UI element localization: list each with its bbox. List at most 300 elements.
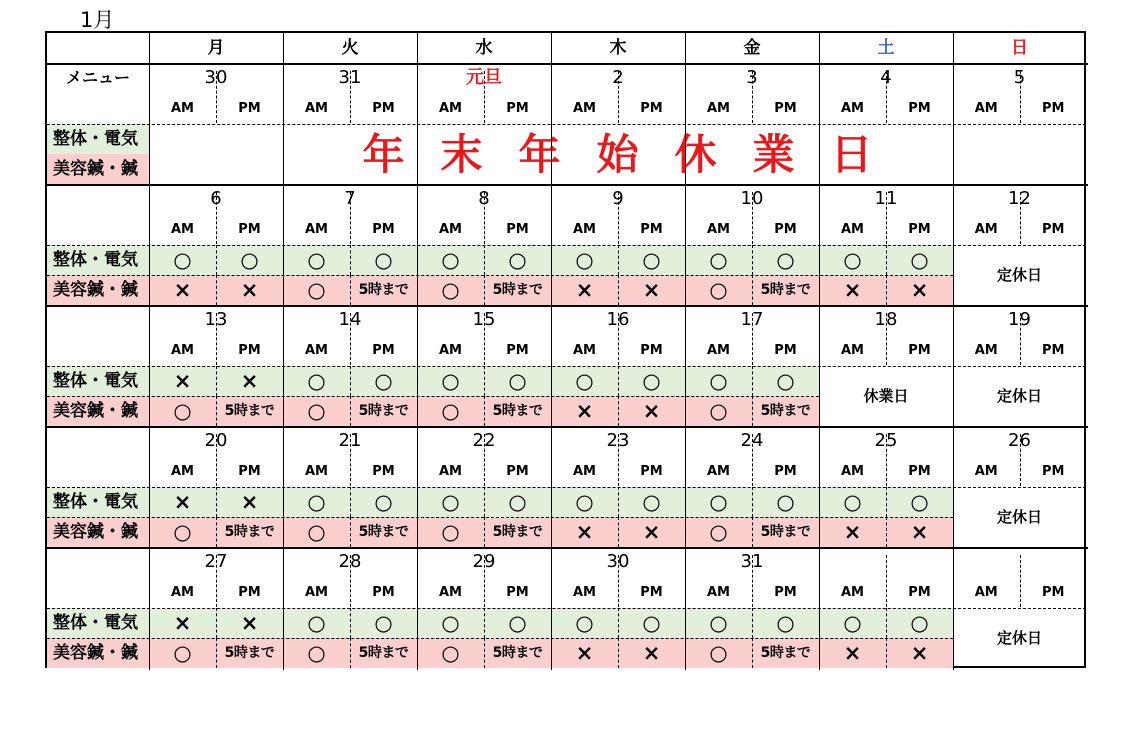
dow-tue: 火 [341,37,359,58]
availability-biyo-am: ○ [173,640,192,665]
row-divider [47,124,1086,125]
availability-seitai-pm: × [240,489,259,514]
ampm-divider [1020,555,1021,607]
ampm-divider [752,396,753,426]
availability-seitai-pm: ○ [508,489,527,514]
pm-label: PM [1042,463,1065,479]
closed-label-sun: 定休日 [996,387,1042,405]
ampm-divider [484,396,485,426]
ampm-divider [752,608,753,638]
ampm-divider [752,275,753,305]
date-number: 18 [874,309,898,330]
ampm-divider [216,366,217,396]
date-number: 2 [612,67,624,88]
ampm-divider [618,275,619,305]
availability-biyo-pm: 5時まで [492,524,543,540]
ampm-divider [1020,192,1021,244]
am-label: AM [305,463,328,479]
availability-seitai-am: ○ [307,489,326,514]
date-number: 31 [740,551,764,572]
am-label: AM [707,342,730,358]
ampm-divider [350,192,351,244]
am-label: AM [573,463,596,479]
am-label: AM [707,463,730,479]
date-number: 4 [880,67,892,88]
am-label: AM [974,463,998,479]
availability-seitai-pm: ○ [642,368,661,393]
availability-biyo-am: ○ [441,519,460,544]
am-label: AM [974,342,998,358]
ampm-divider [350,245,351,275]
service-label-biyo: 美容鍼・鍼 [47,396,149,426]
availability-biyo-pm: 5時まで [760,282,811,298]
pm-label: PM [774,100,797,116]
am-label: AM [573,221,596,237]
date-number: 元旦 [466,67,502,88]
ampm-divider [886,192,887,244]
availability-biyo-am: ○ [441,640,460,665]
availability-seitai-pm: ○ [240,247,259,272]
dow-mon: 月 [207,37,225,58]
date-number: 21 [338,430,362,451]
service-label-seitai: 整体・電気 [47,124,149,154]
ampm-divider [350,313,351,365]
ampm-divider [618,517,619,547]
row-divider [47,517,953,518]
availability-biyo-pm: 5時まで [358,403,409,419]
am-label: AM [707,221,730,237]
am-label: AM [841,342,864,358]
date-number: 22 [472,430,496,451]
availability-seitai-am: ○ [441,247,460,272]
pm-label: PM [506,463,529,479]
pm-label: PM [506,584,529,600]
availability-seitai-am: ○ [441,368,460,393]
ampm-divider [216,434,217,486]
dow-sun: 日 [1011,37,1028,58]
ampm-divider [752,192,753,244]
ampm-divider [886,71,887,123]
ampm-divider [752,434,753,486]
date-number: 17 [740,309,764,330]
ampm-divider [350,71,351,123]
ampm-divider [484,275,485,305]
holiday-banner: 年末年始休業日 [362,129,909,179]
ampm-divider [752,487,753,517]
availability-biyo-pm: 5時まで [760,524,811,540]
availability-seitai-am: ○ [843,610,862,635]
ampm-divider [484,71,485,123]
availability-seitai-am: ○ [709,368,728,393]
date-number: 9 [612,188,624,209]
availability-biyo-pm: 5時まで [358,645,409,661]
ampm-divider [1020,71,1021,123]
availability-biyo-am: ○ [173,519,192,544]
availability-seitai-am: ○ [843,247,862,272]
column-divider [819,33,820,670]
availability-biyo-am: ○ [709,277,728,302]
ampm-divider [752,638,753,668]
service-label-seitai: 整体・電気 [47,487,149,517]
dow-wed: 水 [475,37,493,58]
date-number: 27 [204,551,228,572]
pm-label: PM [908,584,931,600]
pm-label: PM [1042,100,1065,116]
date-number: 6 [210,188,222,209]
pm-label: PM [238,463,261,479]
pm-label: PM [238,584,261,600]
column-divider [953,33,954,670]
pm-label: PM [640,584,663,600]
pm-label: PM [372,463,395,479]
availability-seitai-am: ○ [307,610,326,635]
availability-seitai-pm: ○ [374,610,393,635]
pm-label: PM [640,100,663,116]
availability-biyo-am: × [843,277,862,302]
am-label: AM [171,221,194,237]
ampm-divider [752,517,753,547]
pm-label: PM [238,100,261,116]
pm-label: PM [774,342,797,358]
ampm-divider [752,71,753,123]
date-number: 8 [478,188,490,209]
ampm-divider [216,487,217,517]
pm-label: PM [238,221,261,237]
service-label-biyo: 美容鍼・鍼 [47,154,149,184]
ampm-divider [886,608,887,638]
availability-seitai-pm: ○ [776,247,795,272]
ampm-divider [216,555,217,607]
am-label: AM [171,463,194,479]
ampm-divider [618,313,619,365]
availability-seitai-pm: ○ [642,247,661,272]
ampm-divider [752,366,753,396]
availability-seitai-am: × [173,368,192,393]
am-label: AM [171,584,194,600]
ampm-divider [484,517,485,547]
ampm-divider [484,555,485,607]
availability-biyo-am: ○ [307,640,326,665]
row-divider [47,396,819,397]
availability-seitai-pm: ○ [642,489,661,514]
am-label: AM [841,221,864,237]
availability-biyo-pm: 5時まで [760,645,811,661]
date-number: 5 [1013,67,1026,88]
availability-seitai-pm: ○ [508,368,527,393]
availability-biyo-am: ○ [307,277,326,302]
date-number: 14 [338,309,362,330]
date-number: 20 [204,430,228,451]
date-number: 19 [1008,309,1031,330]
dow-sat: 土 [877,37,895,58]
ampm-divider [1020,313,1021,365]
availability-seitai-am: × [173,489,192,514]
availability-biyo-am: × [575,640,594,665]
date-number: 15 [472,309,496,330]
service-label-seitai: 整体・電気 [47,608,149,638]
ampm-divider [350,555,351,607]
availability-seitai-pm: ○ [776,489,795,514]
closed-label-sun: 定休日 [996,266,1042,284]
availability-seitai-pm: ○ [910,489,929,514]
availability-biyo-pm: × [642,640,661,665]
availability-seitai-am: ○ [575,368,594,393]
pm-label: PM [640,463,663,479]
ampm-divider [216,275,217,305]
date-number: 25 [874,430,898,451]
pm-label: PM [640,221,663,237]
availability-biyo-pm: 5時まで [224,403,275,419]
availability-biyo-pm: × [642,277,661,302]
availability-biyo-am: × [843,640,862,665]
availability-seitai-pm: × [240,610,259,635]
ampm-divider [618,434,619,486]
closed-label-sun: 定休日 [996,508,1042,526]
availability-biyo-am: ○ [709,398,728,423]
am-label: AM [707,584,730,600]
availability-biyo-am: ○ [307,519,326,544]
ampm-divider [484,313,485,365]
availability-seitai-pm: ○ [508,610,527,635]
ampm-divider [484,366,485,396]
am-label: AM [573,100,596,116]
pm-label: PM [506,221,529,237]
ampm-divider [216,192,217,244]
availability-seitai-pm: ○ [642,610,661,635]
availability-seitai-pm: ○ [776,368,795,393]
menu-header: メニュー [65,68,130,87]
date-number: 12 [1008,188,1031,209]
ampm-divider [618,192,619,244]
row-divider [47,366,1086,367]
ampm-divider [216,517,217,547]
am-label: AM [841,100,864,116]
closed-label-sun: 定休日 [996,629,1042,647]
date-number: 11 [874,188,898,209]
availability-seitai-pm: ○ [910,247,929,272]
pm-label: PM [908,463,931,479]
ampm-divider [618,396,619,426]
am-label: AM [707,100,730,116]
pm-label: PM [372,221,395,237]
ampm-divider [216,313,217,365]
availability-biyo-pm: × [642,519,661,544]
ampm-divider [886,434,887,486]
availability-seitai-am: × [173,610,192,635]
availability-biyo-pm: 5時まで [492,282,543,298]
ampm-divider [216,638,217,668]
ampm-divider [350,396,351,426]
availability-biyo-am: × [575,519,594,544]
ampm-divider [618,487,619,517]
ampm-divider [618,366,619,396]
ampm-divider [618,555,619,607]
column-divider [417,33,418,670]
date-number: 30 [204,67,228,88]
availability-biyo-pm: × [642,398,661,423]
availability-seitai-pm: ○ [374,489,393,514]
date-number: 28 [338,551,362,572]
am-label: AM [171,342,194,358]
availability-seitai-pm: ○ [374,247,393,272]
am-label: AM [573,342,596,358]
availability-biyo-pm: 5時まで [358,524,409,540]
am-label: AM [974,584,998,600]
availability-seitai-am: ○ [575,489,594,514]
availability-biyo-pm: 5時まで [492,403,543,419]
ampm-divider [886,517,887,547]
availability-biyo-pm: × [910,277,929,302]
ampm-divider [886,555,887,607]
ampm-divider [216,245,217,275]
pm-label: PM [1042,342,1065,358]
availability-biyo-am: ○ [709,640,728,665]
pm-label: PM [238,342,261,358]
pm-label: PM [372,342,395,358]
service-label-seitai: 整体・電気 [47,245,149,275]
ampm-divider [886,638,887,668]
ampm-divider [484,487,485,517]
availability-biyo-am: ○ [709,519,728,544]
ampm-divider [618,71,619,123]
am-label: AM [171,100,194,116]
pm-label: PM [774,463,797,479]
row-divider [47,245,1086,246]
ampm-divider [484,608,485,638]
availability-seitai-pm: × [240,368,259,393]
date-number: 10 [740,188,764,209]
availability-biyo-am: × [843,519,862,544]
am-label: AM [439,463,462,479]
header-divider [47,63,1088,65]
ampm-divider [350,275,351,305]
availability-biyo-pm: × [240,277,259,302]
ampm-divider [350,608,351,638]
service-label-biyo: 美容鍼・鍼 [47,275,149,305]
availability-seitai-pm: ○ [508,247,527,272]
month-title: 1月 [80,8,115,32]
availability-biyo-am: ○ [307,398,326,423]
ampm-divider [484,434,485,486]
am-label: AM [305,221,328,237]
availability-seitai-am: ○ [843,489,862,514]
ampm-divider [886,245,887,275]
availability-seitai-pm: ○ [374,368,393,393]
date-number: 30 [606,551,630,572]
date-number: 29 [472,551,496,572]
ampm-divider [216,396,217,426]
closed-label-sat: 休業日 [863,387,909,405]
date-number: 7 [344,188,356,209]
ampm-divider [1020,434,1021,486]
pm-label: PM [506,342,529,358]
am-label: AM [305,342,328,358]
am-label: AM [439,584,462,600]
availability-biyo-pm: 5時まで [224,524,275,540]
availability-biyo-pm: × [910,519,929,544]
pm-label: PM [774,584,797,600]
availability-seitai-am: ○ [709,247,728,272]
pm-label: PM [372,100,395,116]
availability-seitai-am: ○ [709,489,728,514]
ampm-divider [484,245,485,275]
availability-seitai-am: ○ [307,368,326,393]
ampm-divider [350,517,351,547]
pm-label: PM [908,342,931,358]
date-number: 31 [338,67,362,88]
date-number: 24 [740,430,764,451]
am-label: AM [439,342,462,358]
ampm-divider [350,638,351,668]
availability-biyo-pm: 5時まで [492,645,543,661]
ampm-divider [216,71,217,123]
ampm-divider [350,434,351,486]
availability-biyo-pm: 5時まで [760,403,811,419]
pm-label: PM [908,100,931,116]
am-label: AM [573,584,596,600]
service-label-seitai: 整体・電気 [47,366,149,396]
ampm-divider [886,487,887,517]
am-label: AM [439,100,462,116]
pm-label: PM [1042,584,1065,600]
ampm-divider [752,313,753,365]
pm-label: PM [640,342,663,358]
availability-biyo-pm: 5時まで [358,282,409,298]
pm-label: PM [908,221,931,237]
availability-biyo-pm: 5時まで [224,645,275,661]
date-number: 23 [606,430,630,451]
row-divider [47,275,953,276]
availability-biyo-am: × [173,277,192,302]
am-label: AM [974,221,998,237]
ampm-divider [886,275,887,305]
am-label: AM [841,584,864,600]
column-divider [685,33,686,670]
availability-seitai-pm: ○ [776,610,795,635]
ampm-divider [886,313,887,365]
column-divider [283,33,284,670]
ampm-divider [484,192,485,244]
date-number: 16 [606,309,630,330]
service-label-biyo: 美容鍼・鍼 [47,638,149,668]
dow-thu: 木 [609,37,627,58]
ampm-divider [216,608,217,638]
ampm-divider [618,608,619,638]
date-number: 26 [1008,430,1031,451]
ampm-divider [350,487,351,517]
column-divider [551,33,552,670]
availability-seitai-am: ○ [575,247,594,272]
row-divider [47,608,1086,609]
availability-biyo-am: ○ [173,398,192,423]
ampm-divider [618,245,619,275]
ampm-divider [350,366,351,396]
availability-biyo-am: ○ [441,398,460,423]
availability-seitai-am: ○ [173,247,192,272]
am-label: AM [305,584,328,600]
ampm-divider [618,638,619,668]
dow-fri: 金 [743,37,761,58]
row-divider [47,487,1086,488]
availability-seitai-pm: ○ [910,610,929,635]
column-divider [149,33,150,670]
pm-label: PM [1042,221,1065,237]
availability-seitai-am: ○ [441,610,460,635]
service-label-biyo: 美容鍼・鍼 [47,517,149,547]
ampm-divider [752,555,753,607]
am-label: AM [841,463,864,479]
availability-biyo-am: ○ [441,277,460,302]
